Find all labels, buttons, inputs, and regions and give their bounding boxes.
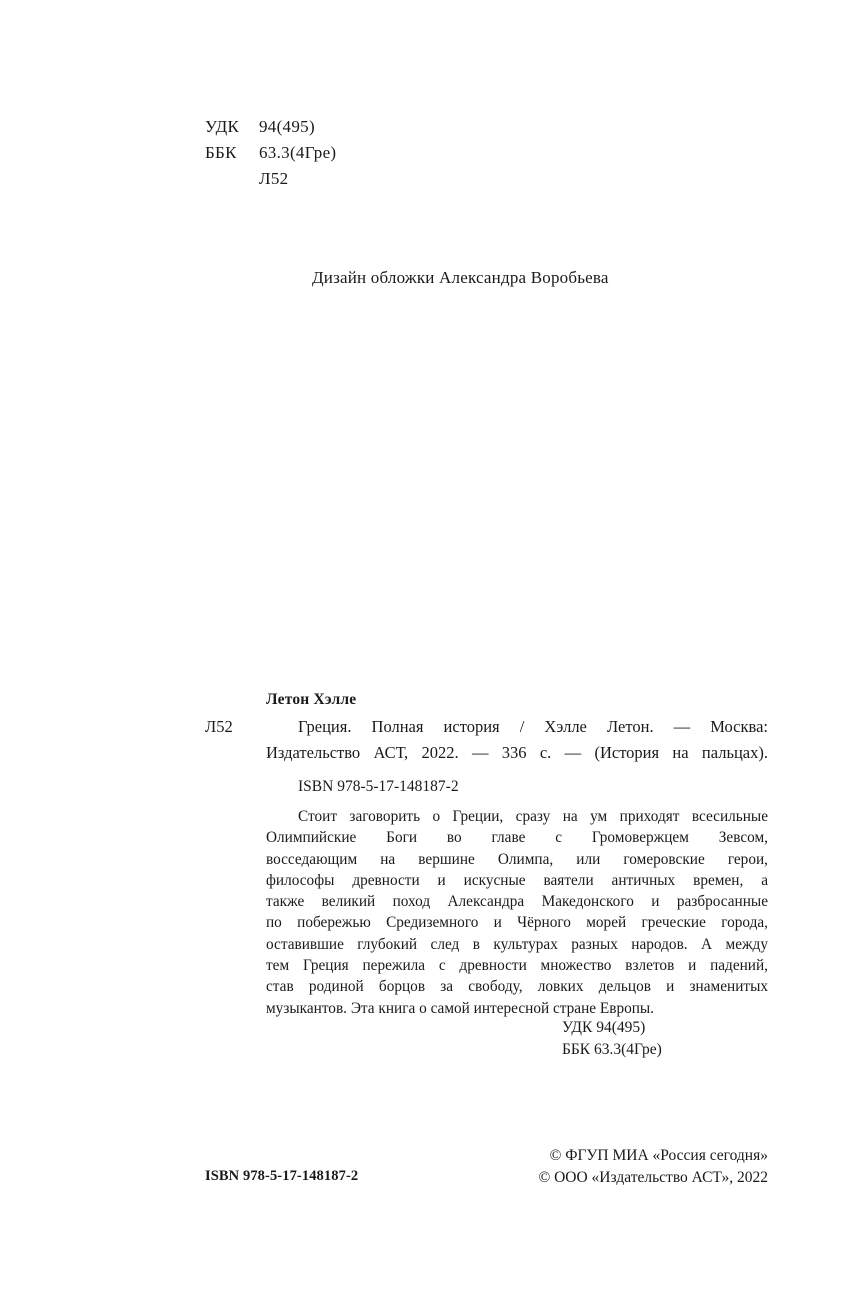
annotation-line: философы древности и искусные ваятели античных времен, а [266,871,768,889]
bbk-label: ББК [205,143,237,162]
bibliographic-line-1: Греция. Полная история / Хэлле Летон. — Москва: [298,717,768,736]
bibliographic-line-2: Издательство АСТ, 2022. — 336 с. — (История на пальцах). [266,743,768,762]
copyright-ria: © ФГУП МИА «Россия сегодня» [549,1147,768,1164]
annotation [266,806,768,1019]
isbn-card: ISBN 978-5-17-148187-2 [298,778,459,795]
bbk-value: 63.3(4Гре) [259,143,337,162]
copyright-ast: © ООО «Издательство АСТ», 2022 [538,1169,768,1186]
udk-value: 94(495) [259,117,315,136]
annotation-line: музыкантов. Эта книга о самой интересной стране Европы. [266,999,655,1017]
cover-design-credit: Дизайн обложки Александра Воробьева [312,268,609,287]
author-name: Летон Хэлле [266,691,357,708]
annotation-line: оставившие глубокий след в культурах разных народов. А между [266,935,768,953]
annotation-line: восседающим на вершине Олимпа, или гомеровские герои, [266,850,768,868]
author-mark-top: Л52 [259,169,289,188]
author-mark: Л52 [205,717,233,736]
bbk-card: ББК 63.3(4Гре) [562,1041,662,1058]
udk-card: УДК 94(495) [562,1019,646,1036]
annotation-line: став родиной борцов за свободу, ловких дельцов и знаменитых [266,978,768,996]
annotation-line: Олимпийские Боги во главе с Громовержцем Зевсом, [266,829,768,847]
annotation-line: также великий поход Александра Македонского и разбросанные [266,893,768,911]
annotation-line: тем Греция пережила с древности множество взлетов и падений, [266,957,768,975]
annotation-line: по побережью Средиземного и Чёрного морей греческие города, [266,914,768,932]
isbn-footer: ISBN 978-5-17-148187-2 [205,1168,359,1184]
udk-label: УДК [205,117,240,136]
annotation-line: Стоит заговорить о Греции, сразу на ум приходят всесильные [298,808,768,825]
